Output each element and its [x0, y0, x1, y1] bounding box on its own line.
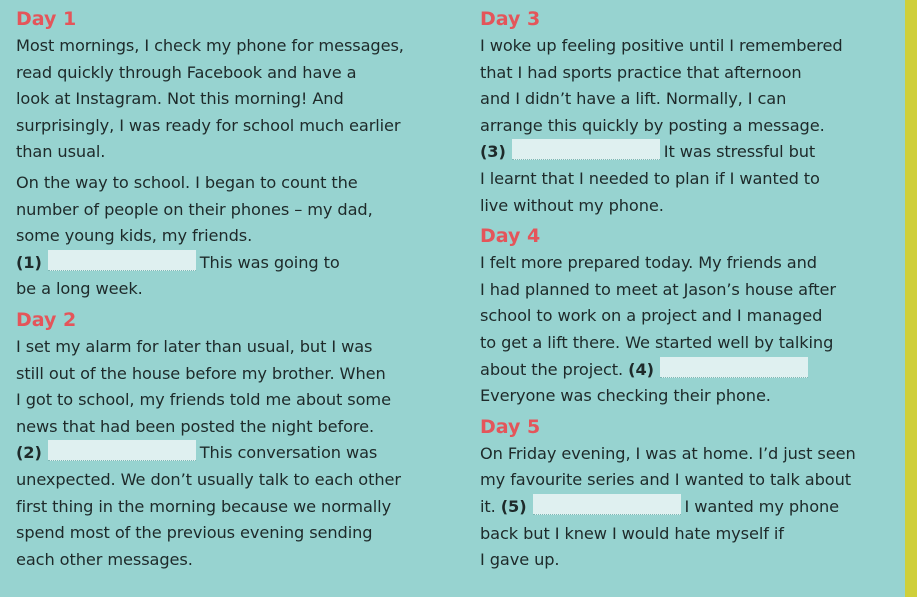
- text-line: school to work on a project and I managed: [480, 306, 823, 326]
- text-line: unexpected. We don’t usually talk to each other: [16, 469, 401, 489]
- text-line: each other messages.: [16, 549, 193, 569]
- gap-number: (4): [628, 359, 654, 379]
- text-line: I gave up.: [480, 550, 560, 570]
- text-line: I learnt that I needed to plan if I wanted to: [480, 168, 820, 188]
- text-line: On the way to school. I began to count the: [16, 172, 358, 192]
- day-5-section: [480, 414, 905, 574]
- paragraph: [16, 334, 466, 573]
- gap-after-text: It was stressful but: [663, 142, 816, 162]
- text-line: and I didn’t have a lift. Normally, I can: [480, 89, 787, 109]
- gap-number: (3): [480, 142, 506, 162]
- gap-after-text: I wanted my phone: [684, 496, 840, 516]
- day-heading: Day 2: [16, 308, 77, 331]
- gap-line: [16, 440, 466, 467]
- day-1-section: [16, 6, 466, 303]
- gap-line: [480, 357, 905, 384]
- day-4-section: [480, 223, 905, 410]
- right-column: [480, 6, 905, 578]
- gap-2-blank[interactable]: [48, 440, 196, 461]
- text-line: than usual.: [16, 142, 106, 162]
- gap-5-blank[interactable]: [533, 494, 681, 515]
- gap-3-blank[interactable]: [512, 139, 660, 160]
- text-line: arrange this quickly by posting a message.: [480, 115, 825, 135]
- day-2-section: [16, 307, 466, 573]
- paragraph: [16, 170, 466, 303]
- text-line: read quickly through Facebook and have a: [16, 62, 357, 82]
- day-heading: Day 3: [480, 8, 541, 30]
- paragraph: [480, 33, 905, 219]
- text-line: back but I knew I would hate myself if: [480, 523, 784, 543]
- text-line: number of people on their phones – my dad,: [16, 199, 373, 219]
- gap-after-text: This conversation was: [199, 443, 378, 463]
- text-line: I felt more prepared today. My friends and: [480, 253, 817, 273]
- text-line: I woke up feeling positive until I remembered: [480, 36, 843, 55]
- gap-1-blank[interactable]: [48, 250, 196, 271]
- paragraph: [16, 33, 466, 166]
- text-line: still out of the house before my brother. When: [16, 363, 386, 383]
- text-line: surprisingly, I was ready for school much earlier: [16, 115, 401, 135]
- gap-number: (5): [500, 496, 527, 516]
- paragraph: [480, 441, 905, 574]
- gap-line: [16, 250, 466, 277]
- day-heading: Day 5: [480, 415, 541, 438]
- paragraph: [480, 250, 905, 410]
- text-line: Everyone was checking their phone.: [480, 386, 771, 406]
- text-line: first thing in the morning because we normally: [16, 496, 392, 516]
- gap-line: [480, 494, 905, 521]
- text-line: On Friday evening, I was at home. I’d just seen: [480, 443, 856, 463]
- gap-4-blank[interactable]: [660, 357, 808, 378]
- gap-line: [480, 139, 905, 166]
- text-line: news that had been posted the night before.: [16, 416, 375, 436]
- text-line: Most mornings, I check my phone for messages,: [16, 36, 404, 55]
- text-line: I had planned to meet at Jason’s house after: [480, 279, 836, 299]
- text-line: spend most of the previous evening sending: [16, 523, 373, 543]
- text-line: live without my phone.: [480, 195, 664, 215]
- text-line: be a long week.: [16, 279, 143, 299]
- day-heading: Day 1: [16, 8, 77, 30]
- right-edge-bar: [905, 0, 917, 597]
- text-line: that I had sports practice that afternoon: [480, 62, 802, 82]
- text-line: some young kids, my friends.: [16, 226, 253, 246]
- text-line: I got to school, my friends told me about some: [16, 390, 391, 410]
- text-line: look at Instagram. Not this morning! And: [16, 89, 344, 109]
- gap-before-text: about the project.: [480, 359, 624, 379]
- text-line: my favourite series and I wanted to talk about: [480, 470, 851, 490]
- gap-number: (1): [16, 252, 42, 272]
- day-3-section: [480, 6, 905, 219]
- gap-after-text: This was going to: [199, 252, 340, 272]
- gap-number: (2): [16, 443, 42, 463]
- text-line: to get a lift there. We started well by talking: [480, 332, 834, 352]
- day-heading: Day 4: [480, 225, 541, 248]
- gap-before-text: it.: [480, 496, 496, 516]
- text-line: I set my alarm for later than usual, but I was: [16, 336, 373, 356]
- left-column: [16, 6, 466, 577]
